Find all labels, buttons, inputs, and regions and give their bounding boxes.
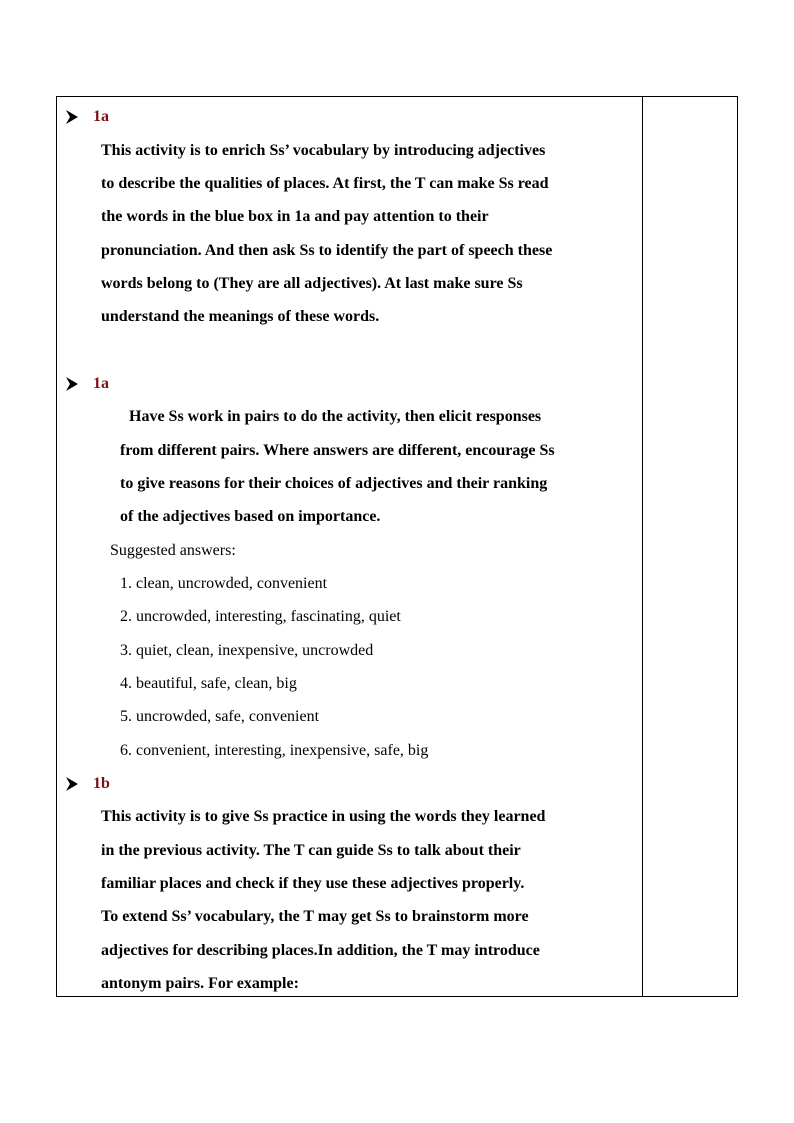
section-heading: 1b <box>93 775 110 792</box>
paragraph-line: familiar places and check if they use these adjectives properly. <box>101 875 525 892</box>
paragraph-line: This activity is to enrich Ss’ vocabulary by introducing adjectives <box>101 142 546 159</box>
paragraph-line: pronunciation. And then ask Ss to identify the part of speech these <box>101 242 553 259</box>
paragraph-line: This activity is to give Ss practice in using the words they learned <box>101 808 546 825</box>
paragraph-line: to give reasons for their choices of adjectives and their ranking <box>120 475 548 492</box>
answer-item: 1. clean, uncrowded, convenient <box>120 575 328 592</box>
paragraph-line: from different pairs. Where answers are different, encourage Ss <box>120 442 555 459</box>
answer-item: 5. uncrowded, safe, convenient <box>120 708 320 725</box>
paragraph-line: To extend Ss’ vocabulary, the T may get Ss to brainstorm more <box>101 908 529 925</box>
answer-item: 3. quiet, clean, inexpensive, uncrowded <box>120 642 374 659</box>
paragraph-line: words belong to (They are all adjectives). At last make sure Ss <box>101 275 523 292</box>
arrow-bullet-icon <box>65 374 79 394</box>
paragraph-line: Have Ss work in pairs to do the activity, then elicit responses <box>129 408 542 425</box>
arrow-bullet-icon <box>65 107 79 127</box>
paragraph-line: adjectives for describing places.In addition, the T may introduce <box>101 942 540 959</box>
paragraph-line: in the previous activity. The T can guide Ss to talk about their <box>101 842 521 859</box>
table-column-divider <box>642 97 643 996</box>
paragraph-line: of the adjectives based on importance. <box>120 508 381 525</box>
arrow-bullet-icon <box>65 774 79 794</box>
answer-item: 2. uncrowded, interesting, fascinating, quiet <box>120 608 401 625</box>
paragraph-line: the words in the blue box in 1a and pay attention to their <box>101 208 489 225</box>
paragraph-line: to describe the qualities of places. At first, the T can make Ss read <box>101 175 549 192</box>
answer-item: 6. convenient, interesting, inexpensive, safe, big <box>120 742 429 759</box>
lesson-table <box>56 96 738 997</box>
paragraph-line: understand the meanings of these words. <box>101 308 380 325</box>
section-heading: 1a <box>93 108 109 125</box>
answer-item: 4. beautiful, safe, clean, big <box>120 675 297 692</box>
suggested-answers-label: Suggested answers: <box>110 542 236 559</box>
section-heading: 1a <box>93 375 109 392</box>
paragraph-line: antonym pairs. For example: <box>101 975 299 992</box>
